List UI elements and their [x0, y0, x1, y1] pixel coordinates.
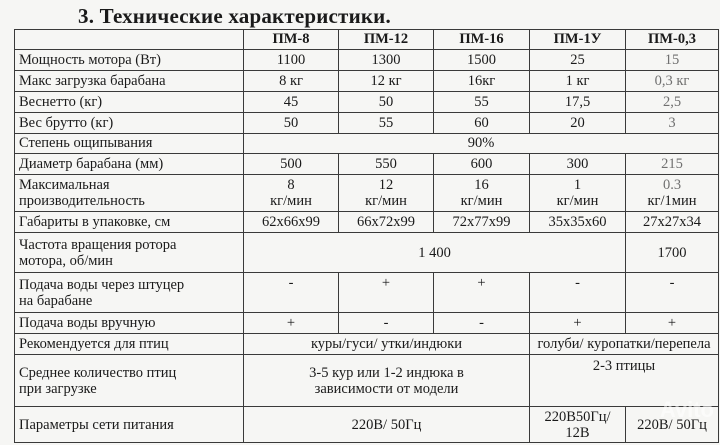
cell: 20 — [530, 112, 626, 133]
row-rotor — [15, 233, 719, 273]
row-label: Параметры сети питания — [15, 407, 244, 443]
cell: - — [244, 273, 339, 313]
cell: 550 — [339, 153, 434, 174]
row-label: Макс загрузка барабана — [15, 70, 244, 91]
cell-number: 16 — [474, 176, 489, 193]
row-label: Диаметр барабана (мм) — [15, 153, 244, 174]
row-label: Подача воды вручную — [15, 312, 244, 333]
specs-table — [14, 29, 719, 443]
row-label: Габариты в упаковке, см — [15, 212, 244, 233]
cell-merged: 220В/ 50Гц — [244, 407, 530, 443]
row-label: Вес брутто (кг) — [15, 112, 244, 133]
cell: 600 — [434, 153, 530, 174]
cell: 500 — [244, 153, 339, 174]
cell: - — [339, 312, 434, 333]
header-pm12: ПМ-12 — [339, 30, 434, 50]
cell-merged — [244, 354, 530, 406]
cell: 72х77х99 — [434, 212, 530, 233]
cell-unit: кг/1мин — [647, 192, 697, 209]
header-pm8: ПМ-8 — [244, 30, 339, 50]
cell-number: 12 — [378, 176, 394, 193]
watermark: Avito — [659, 397, 714, 422]
row-label-line: мотора, об/мин — [19, 252, 113, 269]
cell-line: 3-5 кур или 1-2 индюка в — [309, 364, 464, 381]
cell: + — [626, 312, 719, 333]
row-label — [15, 233, 244, 273]
header-blank — [15, 30, 244, 50]
row-label: Мощность мотора (Вт) — [15, 49, 244, 70]
row-net — [15, 91, 719, 112]
row-label-line: на барабане — [19, 292, 93, 309]
cell — [339, 174, 434, 212]
cell: + — [244, 312, 339, 333]
row-label: Веснетто (кг) — [15, 91, 244, 112]
cell-number: 1 — [573, 176, 582, 193]
cell: 25 — [530, 49, 626, 70]
cell: 1100 — [244, 49, 339, 70]
cell — [626, 174, 719, 212]
row-power-supply — [15, 407, 719, 443]
header-pm03: ПМ-0,3 — [626, 30, 719, 50]
cell: - — [434, 312, 530, 333]
row-gross — [15, 112, 719, 133]
cell: 220В50Гц/ 12В — [530, 407, 626, 443]
cell: + — [434, 273, 530, 313]
section-title: 3. Технические характеристики. — [78, 4, 391, 28]
cell: 55 — [339, 112, 434, 133]
row-label: Степень ощипывания — [15, 133, 244, 153]
cell: 1 кг — [530, 70, 626, 91]
cell: 35х35х60 — [530, 212, 626, 233]
cell: 62х66х99 — [244, 212, 339, 233]
cell-unit: кг/мин — [460, 192, 503, 209]
cell: 15 — [626, 49, 719, 70]
cell: 27х27х34 — [626, 212, 719, 233]
row-label-line: производительность — [19, 192, 145, 209]
row-label: Рекомендуется для птиц — [15, 333, 244, 354]
cell: 12 кг — [339, 70, 434, 91]
row-dimensions — [15, 212, 719, 233]
cell: 215 — [626, 153, 719, 174]
row-power — [15, 49, 719, 70]
cell — [530, 174, 626, 212]
cell — [244, 174, 339, 212]
cell: 50 — [244, 112, 339, 133]
cell: 60 — [434, 112, 530, 133]
row-load — [15, 70, 719, 91]
cell: 0,3 кг — [626, 70, 719, 91]
cell-unit: кг/мин — [270, 192, 312, 209]
cell-number: 0.3 — [662, 176, 682, 193]
cell: 55 — [434, 91, 530, 112]
row-label-line: Подача воды через штуцер — [19, 276, 185, 293]
cell-merged: голуби/ куропатки/перепела — [530, 333, 719, 354]
row-water-fitting — [15, 273, 719, 313]
cell: + — [530, 312, 626, 333]
cell: 16кг — [434, 70, 530, 91]
row-label-line: Среднее количество птиц — [19, 364, 177, 381]
row-diameter — [15, 153, 719, 174]
row-productivity — [15, 174, 719, 212]
cell: 300 — [530, 153, 626, 174]
cell: - — [626, 273, 719, 313]
cell-unit: кг/мин — [556, 192, 599, 209]
row-label — [15, 273, 244, 313]
cell: 3 — [626, 112, 719, 133]
cell: 2,5 — [626, 91, 719, 112]
cell — [434, 174, 530, 212]
cell-number: 8 — [287, 176, 295, 193]
cell-merged: куры/гуси/ утки/индюки — [244, 333, 530, 354]
cell: 1700 — [626, 233, 719, 273]
row-water-manual — [15, 312, 719, 333]
cell: 50 — [339, 91, 434, 112]
header-pm1u: ПМ-1У — [530, 30, 626, 50]
cell: + — [339, 273, 434, 313]
row-plucking — [15, 133, 719, 153]
cell-unit: кг/мин — [365, 192, 407, 209]
row-label-line: при загрузке — [19, 380, 97, 397]
cell: - — [530, 273, 626, 313]
header-row — [15, 30, 719, 50]
row-avg-count — [15, 354, 719, 406]
cell: 8 кг — [244, 70, 339, 91]
cell: 17,5 — [530, 91, 626, 112]
cell-line: зависимости от модели — [314, 380, 459, 397]
row-label-line: Частота вращения ротора — [19, 236, 177, 253]
cell: 66х72х99 — [339, 212, 434, 233]
cell: 220В/ 50Гц — [626, 407, 719, 443]
cell-merged: 2-3 птицы — [530, 354, 719, 406]
cell: 1500 — [434, 49, 530, 70]
row-birds — [15, 333, 719, 354]
cell-merged: 1 400 — [244, 233, 626, 273]
row-label — [15, 174, 244, 212]
row-label-line: Максимальная — [19, 176, 110, 193]
cell: 45 — [244, 91, 339, 112]
cell-merged: 90% — [244, 133, 719, 153]
cell: 1300 — [339, 49, 434, 70]
row-label — [15, 354, 244, 406]
header-pm16: ПМ-16 — [434, 30, 530, 50]
